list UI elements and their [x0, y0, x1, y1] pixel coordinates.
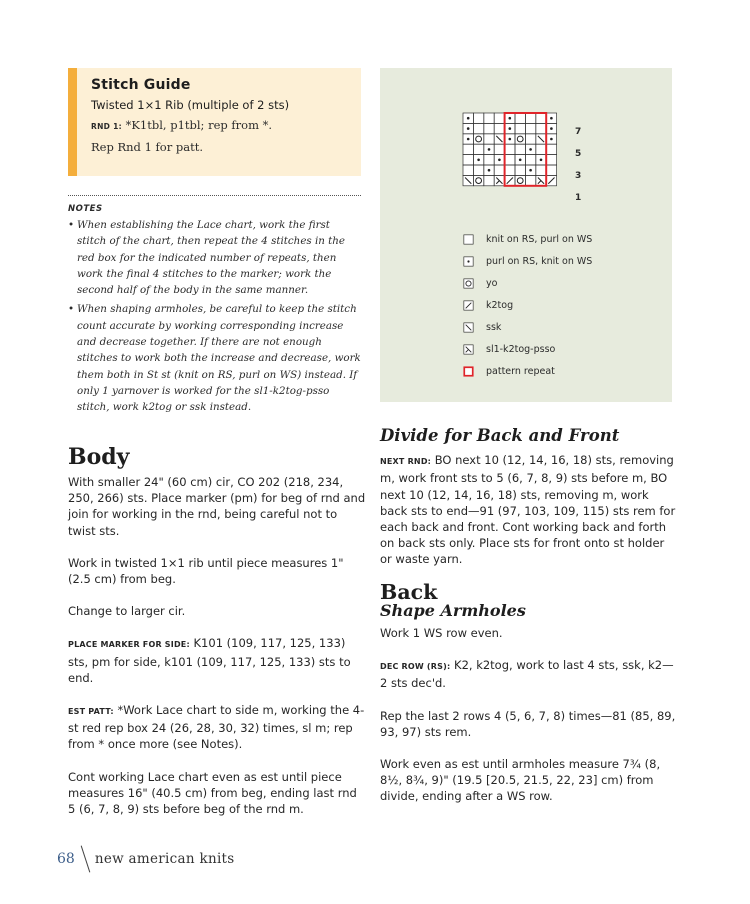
legend-label: yo	[486, 277, 498, 289]
lace-chart-grid	[462, 112, 558, 208]
page-footer	[57, 845, 235, 873]
instruction-paragraph	[68, 474, 366, 539]
legend-item	[463, 316, 592, 338]
legend-label: ssk	[486, 321, 502, 333]
legend-item	[463, 294, 592, 316]
row-number: 5	[575, 149, 582, 159]
legend-label: purl on RS, knit on WS	[486, 255, 593, 267]
stitch-guide-title: Stitch Guide	[91, 77, 191, 93]
instruction-paragraph	[380, 625, 678, 641]
back-instructions	[380, 625, 678, 805]
chart-legend	[463, 228, 592, 382]
instruction-paragraph	[380, 657, 678, 691]
back-heading: Back	[380, 579, 438, 604]
instruction-paragraph	[68, 635, 366, 686]
legend-label: k2tog	[486, 299, 514, 311]
book-title: new american knits	[94, 851, 235, 867]
instruction-text: Change to larger cir.	[68, 604, 186, 619]
instruction-text: K101 (109, 117, 125, 133) sts, pm for side, k101 (109, 117, 125, 133) sts to end.	[68, 636, 351, 685]
legend-label: sl1-k2tog-psso	[486, 343, 556, 355]
legend-label: pattern repeat	[486, 365, 555, 377]
shape-armholes-heading: Shape Armholes	[380, 600, 526, 620]
instruction-paragraph	[68, 702, 366, 753]
legend-item	[463, 250, 592, 272]
sl1-k2tog-psso-symbol	[463, 344, 474, 355]
note-item: • When establishing the Lace chart, work the first stitch of the chart, then repeat the 4 stitches in the red box for the indicated number of repeats, then work the final 4 stitches to the marker; work the second half of the body in the same manner.	[68, 217, 361, 298]
row-number: 3	[575, 171, 582, 181]
right-column	[380, 428, 678, 821]
round-label: RND 1:	[91, 122, 122, 131]
round-text: *K1tbl, p1tbl; rep from *.	[121, 118, 273, 132]
stitch-guide	[77, 68, 361, 176]
body-heading: Body	[68, 444, 130, 470]
note-text: When establishing the Lace chart, work the first stitch of the chart, then repeat the 4 stitches in the red box for the indicated number of repeats, then work the final 4 stitches to the marker; work the second half of the body in the same manner.	[77, 219, 346, 297]
divide-instructions	[380, 452, 678, 567]
instruction-paragraph	[380, 708, 678, 740]
divide-heading: Divide for Back and Front	[380, 426, 620, 445]
instruction-lead: PLACE MARKER FOR SIDE:	[68, 640, 190, 650]
row-number: 1	[575, 193, 582, 203]
instruction-text: Work in twisted 1×1 rib until piece measures 1" (2.5 cm) from beg.	[68, 555, 344, 587]
instruction-text: Cont working Lace chart even as est until piece measures 16" (40.5 cm) from beg, ending last rnd 5 (6, 7, 8, 9) sts before beg of the rnd m.	[68, 769, 357, 817]
yo-symbol	[463, 278, 474, 289]
instruction-lead: NEXT RND:	[380, 457, 432, 467]
instruction-text: Work even as est until armholes measure 7¾ (8, 8½, 8¾, 9)" (19.5 [20.5, 21.5, 22, 23] cm) from divide, ending after a WS row.	[380, 757, 661, 804]
note-item: • When shaping armholes, be careful to keep the stitch count accurate by working corresponding increase and decrease together. If there are not enough stitches to work both the increase and decrease, work them both in St st (knit on RS, purl on WS) instead. If only 1 yarnover is worked for the sl1-k2tog-psso stitch, work k2tog or ssk instead.	[68, 301, 361, 415]
notes-heading: NOTES	[68, 204, 103, 214]
instruction-paragraph	[380, 452, 678, 567]
notes-divider	[68, 195, 361, 196]
stitch-guide-subtitle: Twisted 1×1 Rib (multiple of 2 sts)	[91, 98, 290, 112]
k2tog-symbol	[463, 300, 474, 311]
instruction-text: K2, k2tog, work to last 4 sts, ssk, k2—2 sts dec'd.	[380, 658, 674, 691]
legend-item	[463, 338, 592, 360]
instruction-text: Rep the last 2 rows 4 (5, 6, 7, 8) times—81 (85, 89, 93, 97) sts rem.	[380, 708, 676, 739]
purl-symbol	[463, 256, 474, 267]
instruction-text: BO next 10 (12, 14, 16, 18) sts, removing m, work front sts to 5 (6, 7, 8, 9) sts before m, BO next 10 (12, 14, 16, 18) sts, removing m, work back sts to end—91 (97, 103, 109, 115) sts rem for each back and front. Cont working back and forth on back sts only. Place sts for front onto st holder or waste yarn.	[380, 453, 676, 567]
legend-item	[463, 228, 592, 250]
footer-slash	[81, 846, 91, 873]
stitch-guide-repeat: Rep Rnd 1 for patt.	[91, 140, 203, 154]
instruction-text: With smaller 24" (60 cm) cir, CO 202 (218, 234, 250, 266) sts. Place marker (pm) for beg of rnd and join for working in the rnd, being careful not to twist sts.	[68, 475, 366, 538]
instruction-paragraph	[68, 769, 366, 818]
stitch-guide-accent-bar	[68, 68, 77, 176]
legend-item	[463, 360, 592, 382]
pattern-repeat-symbol	[463, 366, 474, 377]
notes	[68, 204, 361, 416]
instruction-lead: EST PATT:	[68, 707, 114, 717]
note-text: When shaping armholes, be careful to keep the stitch count accurate by working corresponding increase and decrease together. If there are not enough stitches to work both the increase and decrease, work them both in St st (knit on RS, purl on WS) instead. If only 1 yarnover is worked for the sl1-k2tog-psso stitch, work k2tog or ssk instead.	[77, 303, 361, 414]
instruction-text: Work 1 WS row even.	[380, 626, 503, 641]
row-number: 7	[575, 127, 582, 137]
instruction-paragraph	[68, 555, 366, 587]
legend-label: knit on RS, purl on WS	[486, 233, 593, 245]
page-number: 68	[57, 851, 75, 867]
instruction-lead: DEC ROW (RS):	[380, 662, 451, 672]
body-instructions	[68, 474, 366, 833]
instruction-paragraph	[68, 603, 366, 619]
stitch-guide-round	[91, 118, 347, 132]
instruction-paragraph	[380, 756, 678, 805]
knit-symbol	[463, 234, 474, 245]
ssk-symbol	[463, 322, 474, 333]
instruction-text: *Work Lace chart to side m, working the 4-st red rep box 24 (26, 28, 30, 32) times, sl m; rep from * once more (see Notes).	[68, 703, 365, 752]
legend-item	[463, 272, 592, 294]
